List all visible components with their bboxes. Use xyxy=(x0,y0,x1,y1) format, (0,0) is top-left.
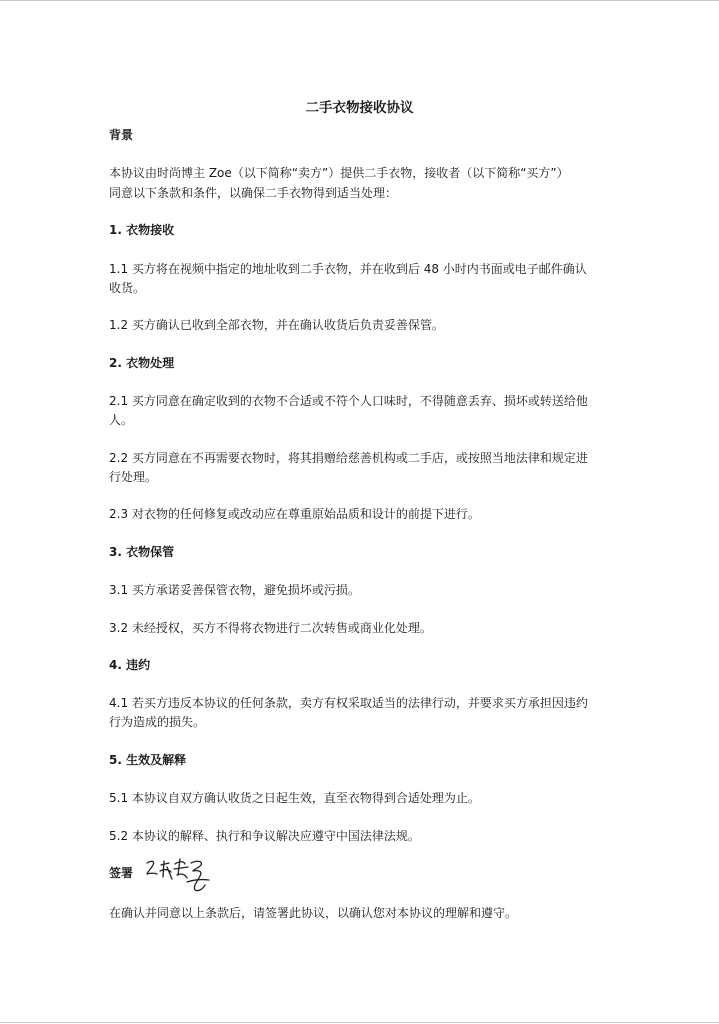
clause-1-1-line-2: 收货。 xyxy=(109,281,146,295)
clause-1-1-line-1: 1.1 买方将在视频中指定的地址收到二手衣物，并在收到后 48 小时内书面或电子邮件确认 xyxy=(109,262,587,276)
clause-5-2: 5.2 本协议的解释、执行和争议解决应遵守中国法律法规。 xyxy=(109,829,420,843)
clause-2-2-line-1: 2.2 买方同意在不再需要衣物时，将其捐赠给慈善机构或二手店，或按照当地法律和规定进 xyxy=(109,451,588,465)
intro-line-1: 本协议由时尚博主 Zoe（以下简称“卖方”）提供二手衣物，接收者（以下简称“买方”） xyxy=(109,166,569,180)
clause-2-3: 2.3 对衣物的任何修复或改动应在尊重原始品质和设计的前提下进行。 xyxy=(109,507,480,521)
clause-3-2: 3.2 未经授权，买方不得将衣物进行二次转售或商业化处理。 xyxy=(109,621,432,635)
signature-row xyxy=(109,855,409,895)
signature-label: 签署 xyxy=(109,866,134,880)
section-3-heading: 3. 衣物保管 xyxy=(109,545,175,559)
section-2-heading: 2. 衣物处理 xyxy=(109,356,175,370)
intro-line-2: 同意以下条款和条件，以确保二手衣物得到适当处理： xyxy=(109,186,398,200)
clause-3-1: 3.1 买方承诺妥善保管衣物，避免损坏或污损。 xyxy=(109,583,360,597)
section-1-heading: 1. 衣物接收 xyxy=(109,223,175,237)
section-4-heading: 4. 违约 xyxy=(109,658,151,672)
clause-2-1-line-2: 人。 xyxy=(109,413,134,427)
clause-5-1: 5.1 本协议自双方确认收货之日起生效，直至衣物得到合适处理为止。 xyxy=(109,791,480,805)
background-heading: 背景 xyxy=(109,128,134,142)
clause-2-2-line-2: 行处理。 xyxy=(109,470,158,484)
closing-statement: 在确认并同意以上条款后，请签署此协议，以确认您对本协议的理解和遵守。 xyxy=(109,906,518,920)
clause-4-1-line-2: 行为造成的损失。 xyxy=(109,715,206,729)
page-bottom-border xyxy=(0,1022,719,1023)
handwritten-signature xyxy=(143,855,215,895)
section-5-heading: 5. 生效及解释 xyxy=(109,753,187,767)
clause-2-1-line-1: 2.1 买方同意在确定收到的衣物不合适或不符个人口味时，不得随意丢弃、损坏或转送给他 xyxy=(109,394,588,408)
clause-1-2: 1.2 买方确认已收到全部衣物，并在确认收货后负责妥善保管。 xyxy=(109,318,444,332)
clause-4-1-line-1: 4.1 若买方违反本协议的任何条款，卖方有权采取适当的法律行动，并要求买方承担因违约 xyxy=(109,696,588,710)
document-title: 二手衣物接收协议 xyxy=(305,100,414,116)
